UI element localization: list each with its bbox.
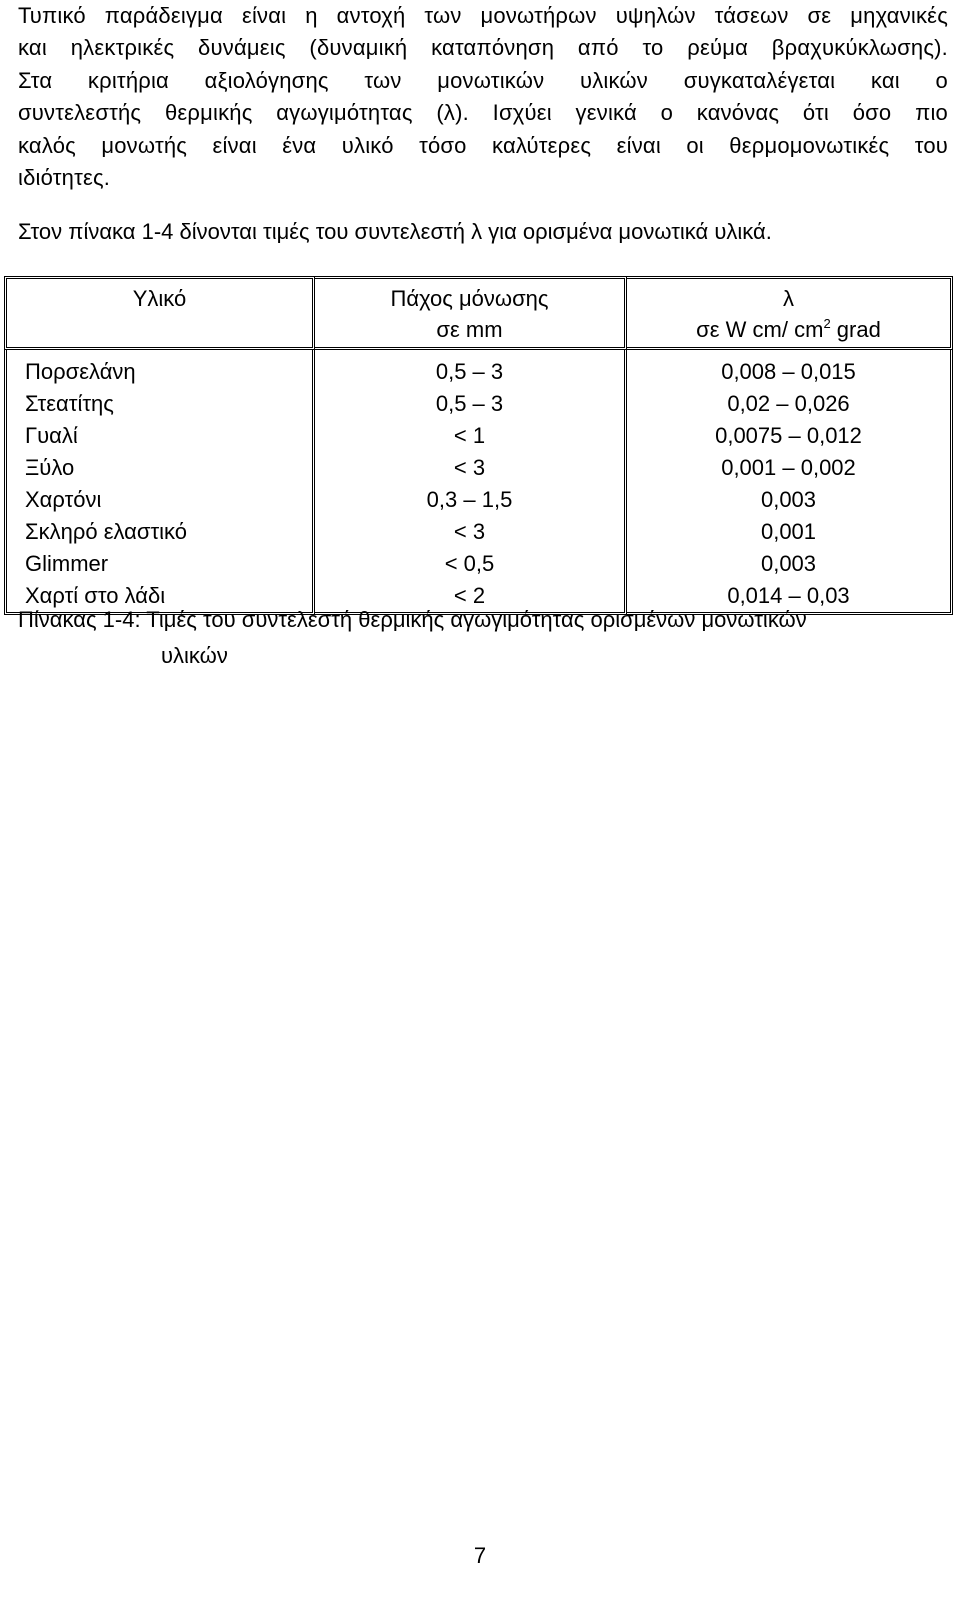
cell-material: Πορσελάνη: [4, 350, 315, 388]
cell-lambda: 0,014 – 0,03: [627, 580, 953, 615]
intro-line: και ηλεκτρικές δυνάμεις (δυναμική καταπόνηση από το ρεύμα βραχυκύκλωσης).: [18, 35, 948, 61]
table-row: [4, 350, 953, 388]
cell-material: Γυαλί: [4, 420, 315, 452]
header-lambda: [627, 276, 953, 350]
cell-lambda: 0,001 – 0,002: [627, 452, 953, 484]
cell-thickness: < 0,5: [315, 548, 627, 580]
cell-thickness: < 3: [315, 452, 627, 484]
cell-lambda: 0,02 – 0,026: [627, 388, 953, 420]
cell-material: Χαρτί στο λάδι: [4, 580, 315, 615]
table-row: [4, 452, 953, 484]
header-lambda-unit-suffix: grad: [830, 317, 881, 342]
cell-thickness: < 1: [315, 420, 627, 452]
document-page: [18, 0, 948, 668]
intro-line: καλός μονωτής είναι ένα υλικό τόσο καλύτερες είναι οι θερμομονωτικές του: [18, 132, 948, 158]
table-caption-line1: Πίνακας 1-4: Τιμές του συντελεστή θερμικής αγωγιμότητας ορισμένων μονωτικών: [18, 607, 807, 632]
intro-line: ιδιότητες.: [18, 165, 111, 191]
header-lambda-exponent: 2: [823, 316, 831, 331]
cell-thickness: 0,3 – 1,5: [315, 484, 627, 516]
intro-paragraph: [18, 0, 948, 194]
intro-line: Στα κριτήρια αξιολόγησης των μονωτικών υλικών συγκαταλέγεται και ο: [18, 67, 948, 93]
cell-material: Ξύλο: [4, 452, 315, 484]
intro-line: Τυπικό παράδειγμα είναι η αντοχή των μονωτήρων υψηλών τάσεων σε μηχανικές: [18, 3, 948, 28]
table-row: [4, 548, 953, 580]
cell-lambda: 0,001: [627, 516, 953, 548]
cell-thickness: 0,5 – 3: [315, 350, 627, 388]
cell-material: Στεατίτης: [4, 388, 315, 420]
cell-thickness: < 3: [315, 516, 627, 548]
header-material-label: Υλικό: [132, 286, 187, 311]
page-number: 7: [473, 1543, 487, 1568]
table-intro-paragraph: Στον πίνακα 1-4 δίνονται τιμές του συντελεστή λ για ορισμένα μονωτικά υλικά.: [18, 219, 772, 244]
table-row: [4, 420, 953, 452]
table-header-row: [4, 276, 953, 350]
cell-thickness: < 2: [315, 580, 627, 615]
cell-material: Σκληρό ελαστικό: [4, 516, 315, 548]
header-thickness-line2: σε mm: [436, 317, 503, 342]
header-lambda-line1: λ: [783, 286, 794, 311]
table-caption: [18, 604, 948, 672]
table-caption-line2: υλικών: [161, 643, 228, 668]
cell-lambda: 0,003: [627, 548, 953, 580]
cell-material: Χαρτόνι: [4, 484, 315, 516]
header-thickness-line1: Πάχος μόνωσης: [390, 286, 549, 311]
cell-lambda: 0,003: [627, 484, 953, 516]
table-row: [4, 484, 953, 516]
insulation-table: [4, 276, 953, 615]
cell-thickness: 0,5 – 3: [315, 388, 627, 420]
cell-lambda: 0,008 – 0,015: [627, 350, 953, 388]
header-material: [4, 276, 315, 350]
cell-material: Glimmer: [4, 548, 315, 580]
header-thickness: [315, 276, 627, 350]
header-lambda-unit: σε W cm/ cm: [696, 317, 824, 342]
cell-lambda: 0,0075 – 0,012: [627, 420, 953, 452]
table-row: [4, 388, 953, 420]
insulation-table-container: [4, 276, 953, 615]
table-row: [4, 516, 953, 548]
intro-line: συντελεστής θερμικής αγωγιμότητας (λ). Ισχύει γενικά ο κανόνας ότι όσο πιο: [18, 100, 948, 126]
